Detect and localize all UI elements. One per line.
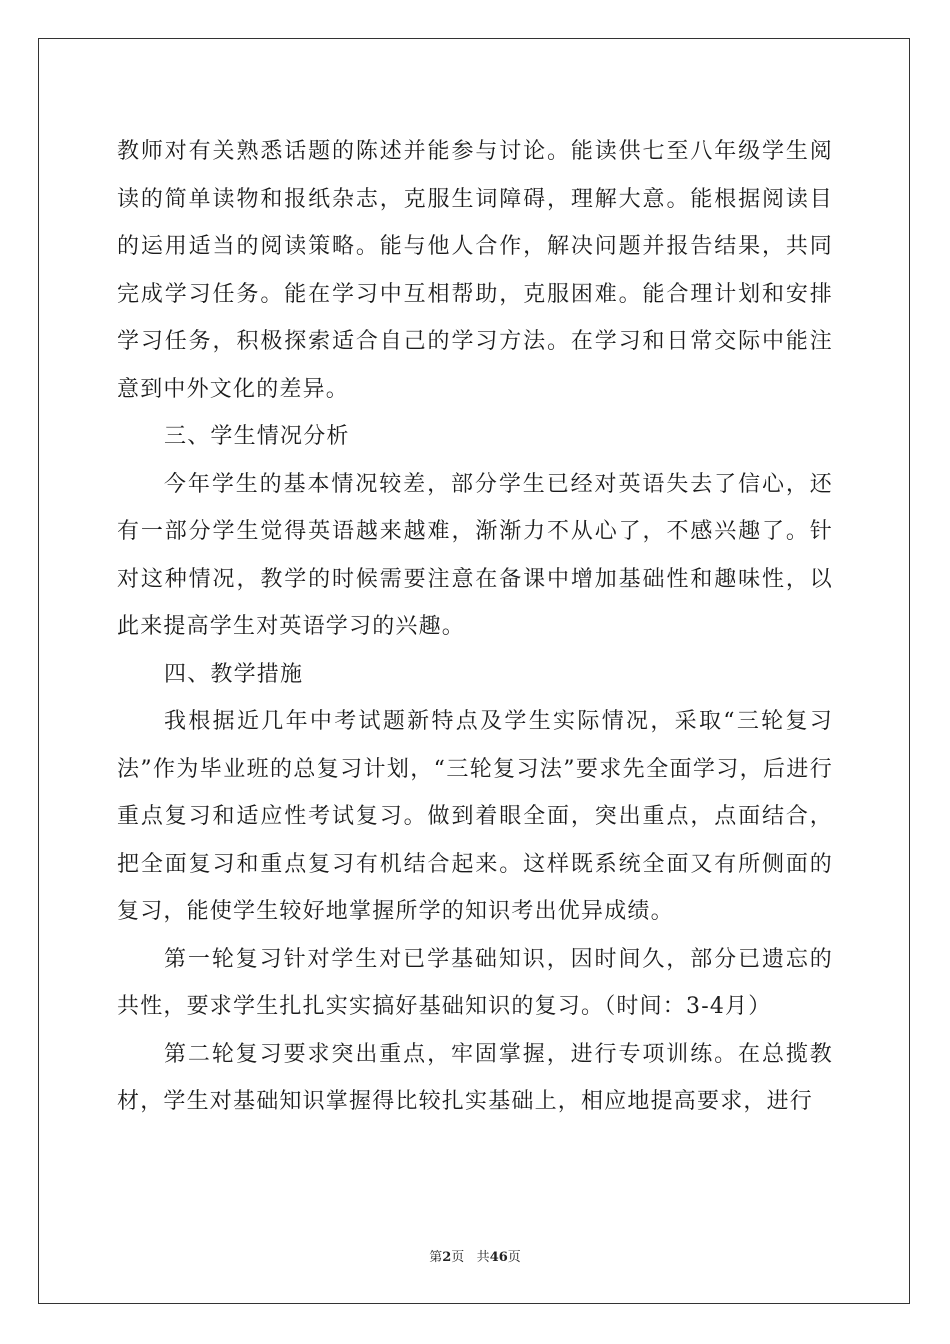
page-footer: [0, 1246, 950, 1265]
section-heading-teaching-measures: 四、教学措施: [164, 661, 304, 687]
paragraph-continuation: 教师对有关熟悉话题的陈述并能参与讨论。能读供七至八年级学生阅读的简单读物和报纸杂志，克服生词障碍，理解大意。能根据阅读目的运用适当的阅读策略。能与他人合作，解决问题并报告结果，共同完成学习任务。能在学习中互相帮助，克服困难。能合理计划和安排学习任务，积极探索适合自己的学习方法。在学习和日常交际中能注意到中外文化的差异。: [117, 139, 833, 402]
footer-total-suffix: 页: [507, 1250, 521, 1265]
document-body: [117, 128, 833, 1126]
footer-page-number: 2: [442, 1250, 452, 1265]
paragraph-review-method: 我根据近几年中考试题新特点及学生实际情况，采取“三轮复习法”作为毕业班的总复习计划，“三轮复习法”要求先全面学习，后进行重点复习和适应性考试复习。做到着眼全面，突出重点，点面结合，把全面复习和重点复习有机结合起来。这样既系统全面又有所侧面的复习，能使学生较好地掌握所学的知识考出优异成绩。: [117, 709, 833, 924]
paragraph-second-round: 第二轮复习要求突出重点，牢固掌握，进行专项训练。在总揽教材，学生对基础知识掌握得比较扎实基础上，相应地提高要求，进行: [117, 1041, 833, 1114]
section-heading-student-analysis: 三、学生情况分析: [164, 424, 350, 449]
footer-page-prefix: 第: [429, 1250, 443, 1265]
footer-total-pages: 46: [489, 1250, 508, 1265]
footer-page-suffix: 页: [451, 1250, 465, 1265]
paragraph-student-analysis: 今年学生的基本情况较差，部分学生已经对英语失去了信心，还有一部分学生觉得英语越来越难，渐渐力不从心了，不感兴趣了。针对这种情况，教学的时候需要注意在备课中增加基础性和趣味性，以此来提高学生对英语学习的兴趣。: [117, 471, 833, 639]
paragraph-first-round: 第一轮复习针对学生对已学基础知识，因时间久，部分已遗忘的共性，要求学生扎扎实实搞好基础知识的复习。（时间：3-4月）: [117, 946, 833, 1019]
footer-total-prefix: 共: [476, 1250, 490, 1265]
